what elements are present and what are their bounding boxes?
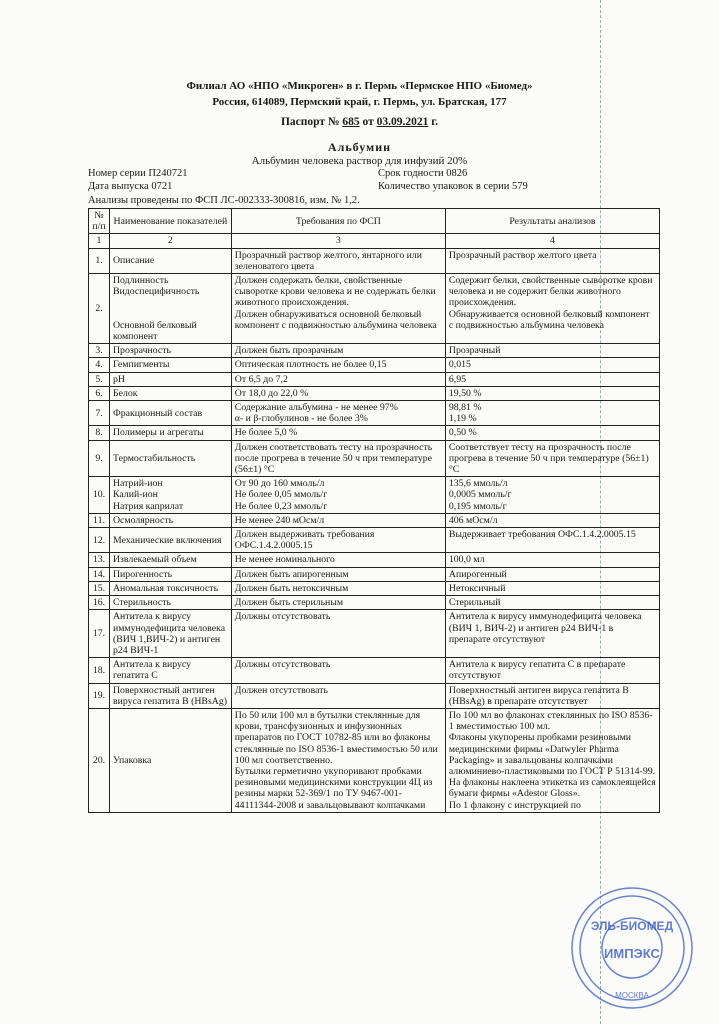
- row-requirement: Содержание альбумина - не менее 97% α- и β-глобулинов - не более 3%: [231, 401, 445, 426]
- row-name: Стерильность: [109, 596, 231, 610]
- row-requirement: По 50 или 100 мл в бутылки стеклянные для крови, трансфузионных и инфузионных препаратов по ГОСТ 10782-85 или во флаконы стеклянные по ISO 8536-1 вместимостью 50 или 100 мл соответственно. Бутылки герметично укупоривают пробками резиновыми медицинскими конструкции 4Ц из резины марки 52-369/1 по ТУ 9467-001-44111344-2008 и завальцовывают колпачками: [231, 708, 445, 812]
- row-name: Гемпигменты: [109, 358, 231, 372]
- row-requirement: Должен соответствовать тесту на прозрачность после прогрева в течение 50 ч при температуре (56±1) °С: [231, 440, 445, 477]
- row-result: Стерильный: [445, 596, 659, 610]
- row-name: Полимеры и агрегаты: [109, 426, 231, 440]
- colnum-3: 3: [231, 234, 445, 248]
- row-number: 15.: [89, 581, 110, 595]
- table-row: [89, 610, 660, 658]
- product-full-name: Альбумин человека раствор для инфузий 20%: [251, 155, 468, 167]
- row-requirement: От 90 до 160 ммоль/л Не более 0,05 ммоль/г Не более 0,23 ммоль/г: [231, 477, 445, 514]
- colnum-1: 1: [89, 234, 110, 248]
- row-number: 11.: [89, 513, 110, 527]
- row-result: Нетоксичный: [445, 581, 659, 595]
- row-name: Извлекаемый объем: [109, 553, 231, 567]
- row-result: 135,6 ммоль/л 0,0005 ммоль/г 0,195 ммоль/г: [445, 477, 659, 514]
- table-body: [89, 248, 660, 812]
- table-row: [89, 274, 660, 344]
- row-name: Описание: [109, 248, 231, 273]
- row-number: 10.: [89, 477, 110, 514]
- row-result: Апирогенный: [445, 567, 659, 581]
- table-row: [89, 372, 660, 386]
- row-requirement: Должен выдерживать требования ОФС.1.4.2.0005.15: [231, 528, 445, 553]
- row-requirement: Должен быть прозрачным: [231, 344, 445, 358]
- row-requirement: Должны отсутствовать: [231, 658, 445, 683]
- row-name: Белок: [109, 386, 231, 400]
- expiry: Срок годности 0826: [378, 168, 468, 179]
- row-name: Антитела к вирусу иммунодефицита человека (ВИЧ 1,ВИЧ-2) и антиген р24 ВИЧ-1: [109, 610, 231, 658]
- table-row: [89, 683, 660, 708]
- passport-from: от: [362, 116, 374, 128]
- release-date: Дата выпуска 0721: [88, 181, 173, 192]
- row-requirement: Не менее 240 мОсм/л: [231, 513, 445, 527]
- row-number: 18.: [89, 658, 110, 683]
- row-requirement: Прозрачный раствор желтого, янтарного или зеленоватого цвета: [231, 248, 445, 273]
- row-number: 14.: [89, 567, 110, 581]
- passport-suffix: г.: [431, 116, 439, 128]
- table-row: [89, 358, 660, 372]
- row-name: Подлинность Видоспецифичность Основной белковый компонент: [109, 274, 231, 344]
- table-row: [89, 581, 660, 595]
- row-result: Антитела к вирусу иммунодефицита человека (ВИЧ 1, ВИЧ-2) и антиген р24 ВИЧ-1 в препарате отсутствуют: [445, 610, 659, 658]
- row-result: Соответствует тесту на прозрачность после прогрева в течение 50 ч при температуре (56±1) °С: [445, 440, 659, 477]
- table-row: [89, 426, 660, 440]
- row-number: 1.: [89, 248, 110, 273]
- row-name: Фракционный состав: [109, 401, 231, 426]
- package-count: Количество упаковок в серии 579: [378, 181, 528, 192]
- passport-prefix: Паспорт №: [280, 116, 340, 128]
- row-name: Пирогенность: [109, 567, 231, 581]
- row-result: 100,0 мл: [445, 553, 659, 567]
- row-number: 13.: [89, 553, 110, 567]
- row-result: 406 мОсм/л: [445, 513, 659, 527]
- org-name: Филиал АО «НПО «Микроген» в г. Пермь «Пермское НПО «Биомед»: [186, 80, 533, 92]
- row-number: 6.: [89, 386, 110, 400]
- row-result: 0,015: [445, 358, 659, 372]
- row-requirement: Не менее номинального: [231, 553, 445, 567]
- row-name: Механические включения: [109, 528, 231, 553]
- row-name: Термостабильность: [109, 440, 231, 477]
- row-name: Осмолярность: [109, 513, 231, 527]
- stamp-city: МОСКВА: [615, 991, 649, 1000]
- passport-line: [0, 116, 719, 128]
- company-stamp: [540, 880, 710, 1010]
- table-row: [89, 658, 660, 683]
- row-requirement: Должен быть стерильным: [231, 596, 445, 610]
- row-result: Поверхностный антиген вируса гепатита В (HBsAg) в препарате отсутствует: [445, 683, 659, 708]
- row-name: Антитела к вирусу гепатита С: [109, 658, 231, 683]
- table-row: [89, 248, 660, 273]
- table-row: [89, 708, 660, 812]
- product-name: Альбумин: [327, 140, 392, 154]
- row-result: Содержит белки, свойственные сыворотке крови человека и не содержит белки животного происхождения. Обнаруживается основной белковый компонент с подвижностью альбумина человека: [445, 274, 659, 344]
- analysis-basis: Анализы проведены по ФСП ЛС-002333-300816, изм. № 1,2.: [88, 195, 360, 206]
- table-row: [89, 477, 660, 514]
- row-requirement: Должны отсутствовать: [231, 610, 445, 658]
- table-row: [89, 344, 660, 358]
- row-result: Антитела к вирусу гепатита С в препарате отсутствуют: [445, 658, 659, 683]
- passport-number: 685: [342, 116, 360, 128]
- series-number: Номер серии П240721: [88, 168, 188, 179]
- row-number: 17.: [89, 610, 110, 658]
- row-requirement: Оптическая плотность не более 0,15: [231, 358, 445, 372]
- row-name: Натрий-ион Калий-ион Натрия каприлат: [109, 477, 231, 514]
- table-row: [89, 386, 660, 400]
- org-address: Россия, 614089, Пермский край, г. Пермь, ул. Братская, 177: [212, 96, 507, 108]
- row-result: 19,50 %: [445, 386, 659, 400]
- row-name: Упаковка: [109, 708, 231, 812]
- row-result: 98,81 % 1,19 %: [445, 401, 659, 426]
- row-name: Поверхностный антиген вируса гепатита В (HBsAg): [109, 683, 231, 708]
- row-number: 5.: [89, 372, 110, 386]
- row-requirement: Должен отсутствовать: [231, 683, 445, 708]
- analysis-table: [88, 208, 660, 813]
- table-row: [89, 513, 660, 527]
- row-requirement: Должен быть апирогенным: [231, 567, 445, 581]
- table-row: [89, 553, 660, 567]
- passport-date: 03.09.2021: [376, 116, 429, 128]
- table-row: [89, 528, 660, 553]
- row-number: 8.: [89, 426, 110, 440]
- header-name: Наименование показателей: [109, 209, 231, 234]
- header-requirements: Требования по ФСП: [231, 209, 445, 234]
- row-requirement: Должен быть нетоксичным: [231, 581, 445, 595]
- stamp-outer-text: ИМПЭКС: [604, 946, 660, 961]
- row-name: Прозрачность: [109, 344, 231, 358]
- row-requirement: От 6,5 до 7,2: [231, 372, 445, 386]
- row-number: 4.: [89, 358, 110, 372]
- row-requirement: Не более 5,0 %: [231, 426, 445, 440]
- colnum-4: 4: [445, 234, 659, 248]
- row-number: 19.: [89, 683, 110, 708]
- header-results: Результаты анализов: [445, 209, 659, 234]
- row-result: Прозрачный: [445, 344, 659, 358]
- row-number: 3.: [89, 344, 110, 358]
- row-requirement: От 18,0 до 22,0 %: [231, 386, 445, 400]
- row-number: 16.: [89, 596, 110, 610]
- row-result: Выдерживает требования ОФС.1.4.2.0005.15: [445, 528, 659, 553]
- row-result: По 100 мл во флаконах стеклянных по ISO 8536-1 вместимостью 100 мл. Флаконы укупорены пробками резиновыми медицинскими фирмы «Datwyler Pharma Packaging» и завальцованы колпачками алюминиево-пластиковыми по ГОСТ Р 51314-99. На флаконы наклеена этикетка из самоклеящейся бумаги фирмы «Adestor Gloss». По 1 флакону с инструкцией по: [445, 708, 659, 812]
- table-row: [89, 401, 660, 426]
- row-number: 9.: [89, 440, 110, 477]
- table-header-row: [89, 209, 660, 234]
- table-colnum-row: [89, 234, 660, 248]
- row-number: 2.: [89, 274, 110, 344]
- row-name: Аномальная токсичность: [109, 581, 231, 595]
- row-requirement: Должен содержать белки, свойственные сыворотке крови человека и не содержать белки животного происхождения. Должен обнаруживаться основной белковый компонент с подвижностью альбумина человека: [231, 274, 445, 344]
- table-row: [89, 596, 660, 610]
- row-result: 0,50 %: [445, 426, 659, 440]
- row-result: Прозрачный раствор желтого цвета: [445, 248, 659, 273]
- row-number: 20.: [89, 708, 110, 812]
- table-row: [89, 440, 660, 477]
- table-row: [89, 567, 660, 581]
- row-number: 12.: [89, 528, 110, 553]
- row-result: 6,95: [445, 372, 659, 386]
- stamp-inner-text: ЭЛЬ-БИОМЕД: [590, 919, 674, 933]
- row-name: pH: [109, 372, 231, 386]
- header-number: № п/п: [89, 209, 110, 234]
- row-number: 7.: [89, 401, 110, 426]
- colnum-2: 2: [109, 234, 231, 248]
